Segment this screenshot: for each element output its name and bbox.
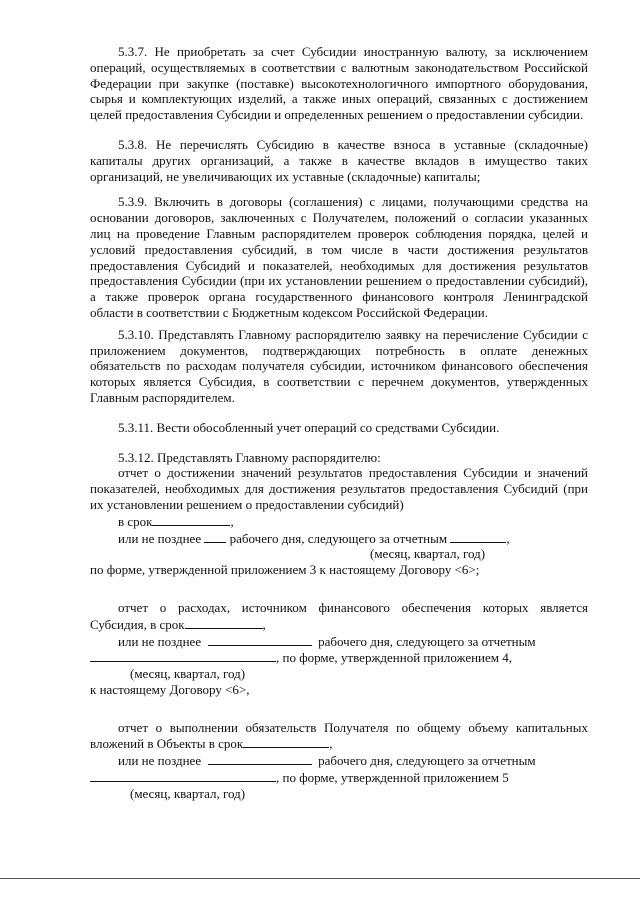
report-expenses (90, 600, 588, 698)
clause-5-3-8-text: 5.3.8. Не перечислять Субсидию в качестве взноса в уставные (складочные) капиталы других организаций, а также в качестве вкладов в имущество таких организаций, не увеличивающих их уставные (складочные) капиталы; (90, 136, 588, 184)
document-page (90, 44, 588, 802)
clause-5-3-10 (90, 327, 588, 406)
clause-5-3-12-heading (90, 450, 588, 466)
clause-5-3-11 (90, 420, 588, 436)
clause-5-3-12-heading-text: 5.3.12. Представлять Главному распорядителю: (118, 449, 381, 465)
clause-5-3-11-text: 5.3.11. Вести обособленный учет операций со средствами Субсидии. (118, 419, 500, 435)
report-expenses-description: отчет о расходах, источником финансового обеспечения которых является Субсидия, в срок , (90, 599, 588, 632)
report-results-text: отчет о достижении значений результатов предоставления Субсидии и значений показателей, необходимых для достижения результатов предоставления Субсидий (при их установлении решением о предоставлении субсидий) (90, 465, 588, 512)
deadline-a: или не позднее (118, 530, 202, 546)
report-expenses-tail: к настоящему Договору <6>, (90, 681, 250, 697)
report-results-term: в срок , (118, 513, 234, 529)
days-blank (208, 752, 312, 765)
clause-5-3-7-text: 5.3.7. Не приобретать за счет Субсидии иностранную валюту, за исключением операций, осуществляемых в соответствии с валютным законодательством Российской Федерации при закупке (поставке) высокотехнологичного импортного оборудования, сырья и комплектующих изделий, а также иных операций, связанных с достижением целей предоставления Субсидии и определенных решением о предоставлении субсидии. (90, 44, 588, 123)
clause-5-3-12 (90, 450, 588, 802)
period-hint: (месяц, квартал, год) (370, 546, 486, 562)
period-blank (90, 769, 276, 782)
clause-5-3-9-text: 5.3.9. Включить в договоры (соглашения) с лицами, получающими средства на основании договоров, заключенных с Получателем, положений о согласии указанных лиц на проведение Главным распорядителем проверок соблюдения порядка, целей и условий предоставления субсидий, в том числе в части достижения результатов предоставления Субсидий и показателей, необходимых для достижения результатов предоставления Субсидии (при их установлении решением о предоставлении субсидий), а также проверок органа государственного финансового контроля Ленинградской области в соответствии с Бюджетным кодексом Российской Федерации. (90, 194, 588, 320)
report-obligations-description: отчет о выполнении обязательств Получателя по общему объему капитальных вложений в Объекты в срок , (90, 719, 588, 752)
report-obligations-deadline (90, 752, 588, 769)
page-bottom-edge (0, 878, 640, 879)
deadline-a: или не позднее (118, 753, 202, 769)
deadline-a: или не позднее (118, 633, 202, 649)
period-blank (450, 530, 506, 543)
deadline-b: рабочего дня, следующего за отчетным (318, 633, 536, 649)
term-blank (185, 616, 263, 629)
report-expenses-text: отчет о расходах, источником финансового обеспечения которых является Субсидия, в срок (90, 599, 588, 632)
term-blank (152, 513, 230, 526)
clause-5-3-7 (90, 44, 588, 123)
report-obligations-text: отчет о выполнении обязательств Получателя по общему объему капитальных вложений в Объекты в срок (90, 719, 588, 752)
period-blank (90, 649, 276, 662)
clause-5-3-10-text: 5.3.10. Представлять Главному распорядителю заявку на перечисление Субсидии с приложением документов, подтверждающих потребность в оплате денежных обязательств по расходам получателя субсидии, источником финансового обеспечения которых является Субсидия, в соответствии с перечнем документов, утвержденных Главным распорядителем. (90, 326, 588, 405)
report-results (90, 465, 588, 578)
term-prefix: в срок (118, 513, 153, 529)
clause-5-3-9 (90, 194, 588, 320)
period-hint: (месяц, квартал, год) (130, 666, 246, 682)
form-text: , по форме, утвержденной приложением 5 (276, 770, 509, 786)
report-results-description (90, 465, 588, 512)
term-blank (243, 735, 329, 748)
report-results-form: по форме, утвержденной приложением 3 к настоящему Договору <6>; (90, 562, 480, 578)
form-text: , по форме, утвержденной приложением 4, (276, 650, 512, 666)
days-blank (204, 530, 226, 543)
deadline-b: рабочего дня, следующего за отчетным (318, 753, 536, 769)
report-expenses-form (90, 649, 588, 666)
report-results-deadline: или не позднее рабочего дня, следующего за отчетным , (118, 530, 510, 546)
deadline-b: рабочего дня, следующего за отчетным (229, 530, 448, 546)
report-obligations (90, 720, 588, 802)
clause-5-3-8 (90, 137, 588, 184)
period-hint: (месяц, квартал, год) (130, 785, 246, 801)
days-blank (208, 633, 312, 646)
report-obligations-form (90, 769, 588, 786)
report-expenses-deadline (90, 633, 588, 650)
